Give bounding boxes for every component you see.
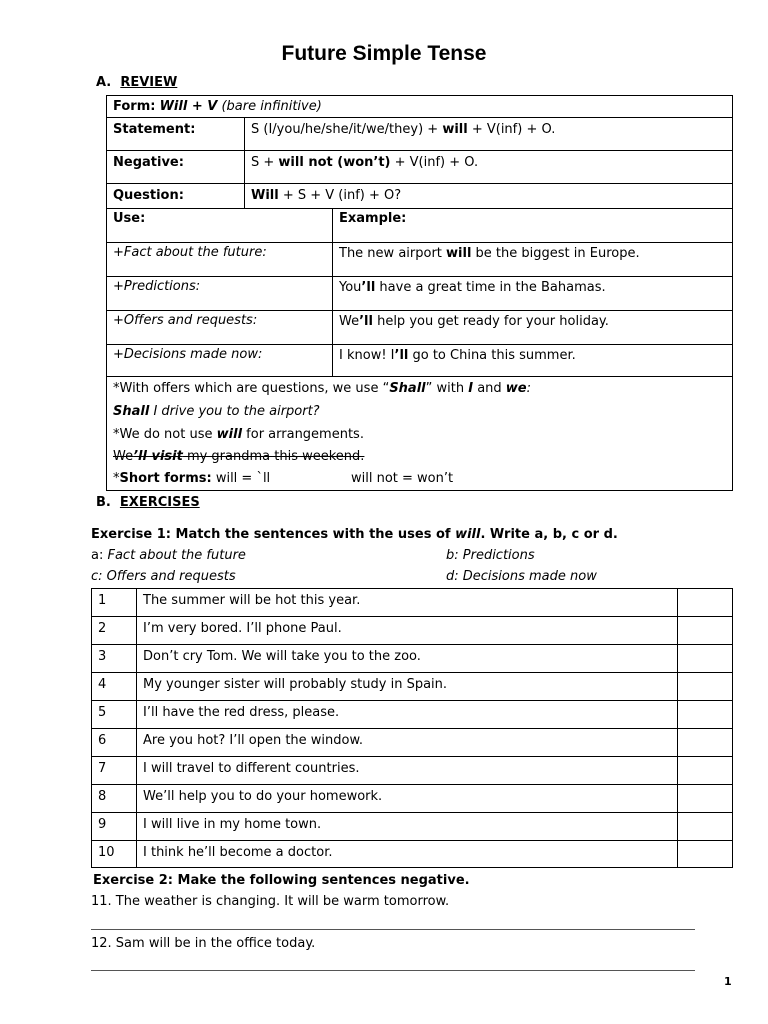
answer-cell[interactable] (678, 785, 732, 811)
section-label: EXERCISES (119, 495, 200, 510)
statement-label: Statement: (113, 122, 196, 137)
section-label: REVIEW (120, 75, 178, 90)
row-sentence: I’ll have the red dress, please. (143, 705, 340, 720)
row-number: 5 (98, 705, 107, 720)
row-number: 4 (98, 677, 107, 692)
row-number: 3 (98, 649, 107, 664)
statement-formula: S (I/you/he/she/it/we/they) + will + V(inf) + O. (251, 122, 556, 137)
page-number: 1 (724, 975, 732, 988)
row-number: 6 (98, 733, 107, 748)
row-number: 2 (98, 621, 107, 636)
answer-cell[interactable] (678, 701, 732, 727)
answer-cell[interactable] (678, 729, 732, 755)
section-letter: B. (96, 495, 111, 510)
option-d: d: Decisions made now (446, 569, 597, 584)
answer-cell[interactable] (678, 673, 732, 699)
negative-formula: S + will not (won’t) + V(inf) + O. (251, 155, 479, 170)
answer-cell[interactable] (678, 757, 732, 783)
arrangements-note: *We do not use will for arrangements. (113, 427, 364, 442)
row-sentence: I think he’ll become a doctor. (143, 845, 333, 860)
row-sentence: I’m very bored. I’ll phone Paul. (143, 621, 342, 636)
option-b: b: Predictions (446, 548, 535, 563)
use-label: +Offers and requests: (113, 313, 258, 328)
row-sentence: The summer will be hot this year. (143, 593, 361, 608)
answer-cell[interactable] (678, 589, 732, 615)
use-label: +Fact about the future: (113, 245, 267, 260)
answer-cell[interactable] (678, 841, 732, 867)
use-header: Use: (113, 211, 146, 226)
row-number: 9 (98, 817, 107, 832)
page-title: Future Simple Tense (281, 42, 487, 65)
row-number: 7 (98, 761, 107, 776)
answer-line-12[interactable] (91, 970, 695, 971)
row-sentence: I will travel to different countries. (143, 761, 360, 776)
shall-example: Shall I drive you to the airport? (113, 404, 320, 419)
question-formula: Will + S + V (inf) + O? (251, 188, 402, 203)
row-sentence: My younger sister will probably study in Spain. (143, 677, 448, 692)
use-label: +Decisions made now: (113, 347, 263, 362)
option-a: a: Fact about the future (91, 548, 246, 563)
section-b-heading (96, 495, 200, 510)
short-form-wont: will not = won’t (351, 471, 454, 486)
use-label: +Predictions: (113, 279, 201, 294)
use-example: You’ll have a great time in the Bahamas. (339, 280, 606, 295)
use-example: I know! I’ll go to China this summer. (339, 348, 576, 363)
option-c: c: Offers and requests (91, 569, 236, 584)
exercise2-heading: Exercise 2: Make the following sentences negative. (93, 873, 470, 888)
form-row: Form: Will + V (bare infinitive) (113, 99, 322, 114)
row-number: 10 (98, 845, 115, 860)
answer-cell[interactable] (678, 645, 732, 671)
question-12: 12. Sam will be in the office today. (91, 936, 316, 951)
use-example: We’ll help you get ready for your holiday. (339, 314, 609, 329)
exercise1-heading: Exercise 1: Match the sentences with the uses of will. Write a, b, c or d. (91, 527, 618, 542)
use-example: The new airport will be the biggest in Europe. (339, 246, 640, 261)
answer-line-11[interactable] (91, 929, 695, 930)
question-label: Question: (113, 188, 184, 203)
row-sentence: Are you hot? I’ll open the window. (143, 733, 364, 748)
negative-label: Negative: (113, 155, 184, 170)
row-number: 1 (98, 593, 107, 608)
question-11: 11. The weather is changing. It will be warm tomorrow. (91, 894, 450, 909)
row-sentence: I will live in my home town. (143, 817, 322, 832)
example-header: Example: (339, 211, 407, 226)
row-sentence: Don’t cry Tom. We will take you to the zoo. (143, 649, 421, 664)
shall-note: *With offers which are questions, we use “Shall” with I and we: (113, 381, 532, 396)
answer-cell[interactable] (678, 617, 732, 643)
row-number: 8 (98, 789, 107, 804)
section-a-heading (96, 75, 177, 90)
row-sentence: We’ll help you to do your homework. (143, 789, 383, 804)
section-letter: A. (96, 75, 112, 90)
struck-example: We’ll visit my grandma this weekend. (113, 449, 365, 464)
short-forms: *Short forms: will = `ll (113, 471, 271, 486)
answer-cell[interactable] (678, 813, 732, 839)
